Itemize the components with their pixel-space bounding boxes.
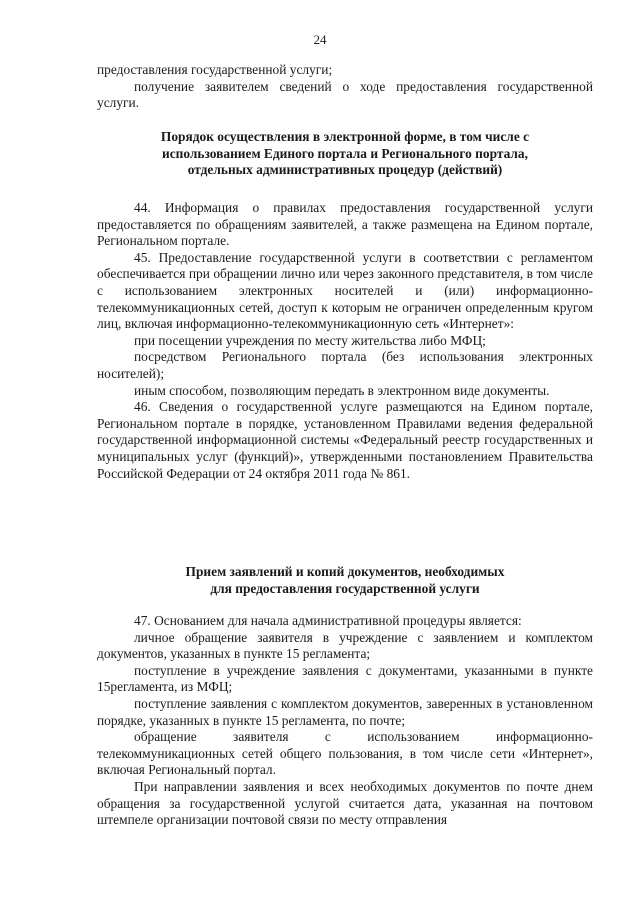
- list-item: обращение заявителя с использованием информационно-телекоммуникационных сетей общего пользования, в том числе сети «Интернет», включая Региональный портал.: [97, 729, 593, 778]
- heading-line: для предоставления государственной услуги: [210, 580, 480, 596]
- section-heading-reception: [97, 564, 593, 597]
- paragraph-45: 45. Предоставление государственной услуги в соответствии с регламентом обеспечивается при обращении лично или через законного представителя, в том числе с использованием электронных носителей и (или) информационно-телекоммуникационных сетей, доступ к которым не ограничен определенным кругом лиц, включая информационно-телекоммуникационную сеть «Интернет»:: [97, 249, 593, 332]
- section-heading-electronic: [97, 129, 593, 179]
- list-item: поступление заявления с комплектом документов, заверенных в установленном порядке, указанных в пункте 15 регламента, по почте;: [97, 695, 593, 728]
- list-item: личное обращение заявителя в учреждение с заявлением и комплектом документов, указанных в пункте 15 регламента;: [97, 629, 593, 662]
- paragraph-46: 46. Сведения о государственной услуге размещаются на Едином портале, Региональном портале в порядке, установленном Правилами ведения федеральной государственной информационной системы «Федеральный реестр государственных и муниципальных услуг (функций)», утвержденными постановлением Правительства Российской Федерации от 24 октября 2011 года № 861.: [97, 399, 593, 481]
- list-item: при посещении учреждения по месту жительства либо МФЦ;: [134, 332, 486, 348]
- page-number: 24: [313, 32, 327, 47]
- list-item: иным способом, позволяющим передать в электронном виде документы.: [134, 382, 550, 398]
- paragraph: При направлении заявления и всех необходимых документов по почте днем обращения за государственной услугой считается дата, указанная на почтовом штемпеле организации почтовой связи по месту отправления: [97, 778, 593, 828]
- heading-line: отдельных административных процедур (действий): [187, 162, 503, 178]
- section-reception-body: [97, 613, 593, 829]
- heading-line: Порядок осуществления в электронной форме, в том числе с: [160, 129, 530, 144]
- intro-block: [97, 62, 593, 112]
- paragraph: предоставления государственной услуги;: [97, 62, 333, 77]
- heading-line: использованием Единого портала и Регионального портала,: [162, 145, 528, 161]
- list-item: поступление в учреждение заявления с документами, указанными в пункте 15регламента, из МФЦ;: [97, 662, 593, 695]
- list-item: посредством Регионального портала (без использования электронных носителей);: [97, 349, 593, 381]
- paragraph-44: 44. Информация о правилах предоставления государственной услуги предоставляется по обращениям заявителей, а также размещена на Едином портале, Региональном портале.: [97, 200, 593, 249]
- paragraph: получение заявителем сведений о ходе предоставления государственной услуги.: [97, 78, 593, 111]
- section-electronic-body: [97, 200, 593, 482]
- heading-line: Прием заявлений и копий документов, необходимых: [185, 564, 505, 579]
- paragraph-47: 47. Основанием для начала административной процедуры является:: [134, 613, 522, 628]
